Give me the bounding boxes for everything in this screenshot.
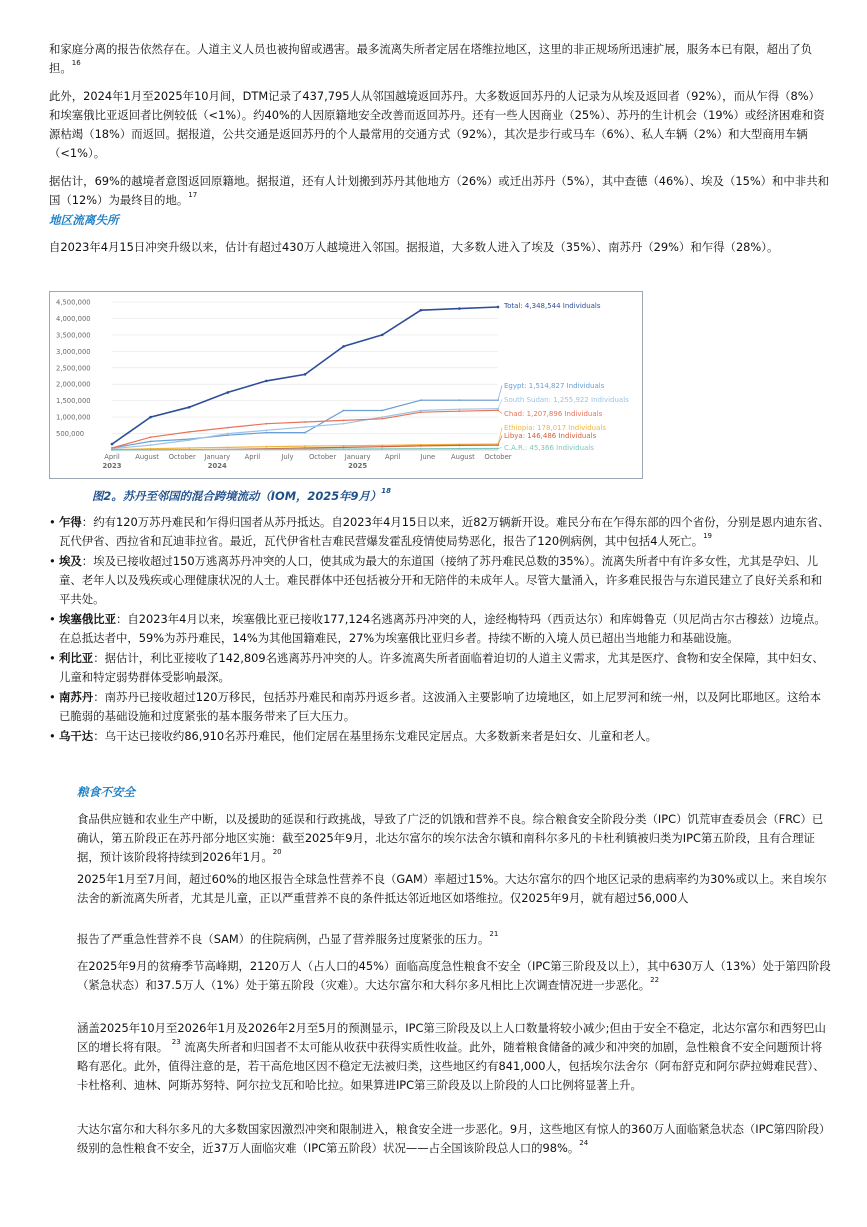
data-point bbox=[381, 410, 383, 412]
data-point bbox=[381, 334, 384, 337]
x-tick-label: June bbox=[420, 453, 436, 461]
data-point bbox=[343, 423, 345, 425]
data-point bbox=[111, 447, 113, 449]
paragraph-returns bbox=[49, 87, 831, 163]
data-point bbox=[381, 446, 383, 448]
data-point bbox=[227, 427, 229, 429]
data-point bbox=[227, 449, 229, 451]
data-point bbox=[111, 449, 113, 451]
bullet-term: 乍得 bbox=[59, 515, 82, 529]
x-tick-label: August bbox=[135, 453, 159, 461]
country-bullet-list bbox=[49, 513, 831, 747]
data-point bbox=[266, 446, 268, 448]
x-tick-label: April bbox=[104, 453, 120, 461]
bullet-item bbox=[49, 552, 831, 609]
data-point bbox=[150, 444, 152, 446]
section-heading-food: 粮食不安全 bbox=[77, 785, 135, 799]
data-point bbox=[188, 439, 190, 441]
data-point bbox=[343, 446, 345, 448]
data-point bbox=[150, 441, 152, 443]
data-point bbox=[304, 373, 307, 376]
series-label: South Sudan: 1,255,922 Individuals bbox=[504, 396, 629, 404]
leader-line bbox=[498, 400, 502, 409]
bullet-text: ：据估计，利比亚接收了142,809名逃离苏丹冲突的人。许多流离失所者面临着迫切的人道主义需求，尤其是医疗、食物和安全保障，其中妇女、儿童和特定弱势群体受影响最深。 bbox=[59, 651, 824, 684]
data-point bbox=[420, 309, 423, 312]
bullet-term: 南苏丹 bbox=[59, 690, 94, 704]
bullet-dot: • bbox=[49, 729, 56, 743]
data-point bbox=[459, 410, 461, 412]
x-tick-label: April bbox=[384, 453, 401, 461]
data-point bbox=[227, 446, 229, 448]
bullet-text: ：自2023年4月以来，埃塞俄比亚已接收177,124名逃离苏丹冲突的人，途经梅特玛（西贡达尔）和库姆鲁克（贝尼尚古尔古穆兹）边境点。在总抵达者中，59%为苏丹难民，14%为其他国籍难民，27%为埃塞俄比亚归乡者。持续不断的入境人员已超出当地能力和基础设施。 bbox=[59, 612, 826, 645]
data-point bbox=[304, 445, 306, 447]
section-heading-regional: 地区流离失所 bbox=[49, 213, 119, 227]
y-tick-label: 3,500,000 bbox=[56, 331, 91, 340]
footnote-ref[interactable]: 19 bbox=[703, 532, 713, 540]
data-point bbox=[266, 429, 268, 431]
data-point bbox=[420, 410, 422, 412]
x-tick-label: January bbox=[204, 453, 231, 461]
x-tick-label: August bbox=[451, 453, 475, 461]
x-tick-label: October bbox=[168, 453, 196, 461]
x-tick-label: October bbox=[308, 453, 337, 461]
year-label: 2025 bbox=[348, 462, 368, 470]
line-chart-svg bbox=[50, 292, 642, 478]
y-tick-label: 1,000,000 bbox=[56, 413, 91, 422]
paragraph-text: 和家庭分离的报告依然存在。人道主义人员也被拘留或遇害。最多流离失所者定居在塔维拉地区，这里的非正规场所迅速扩展，服务本已有限，超出了负担。 bbox=[49, 42, 813, 75]
bullet-dot: • bbox=[49, 515, 56, 529]
series-label: Chad: 1,207,896 Individuals bbox=[504, 410, 603, 418]
data-point bbox=[227, 434, 229, 436]
bullet-term: 埃及 bbox=[59, 554, 82, 568]
y-tick-label: 2,500,000 bbox=[56, 364, 91, 373]
x-tick-label: January bbox=[344, 453, 371, 461]
bullet-dot: • bbox=[49, 651, 56, 665]
year-label: 2024 bbox=[207, 462, 227, 470]
paragraph-text: 据估计，69%的越境者意图返回原籍地。据报道，还有人计划搬到苏丹其他地方（26%）或迁出苏丹（5%），其中查德（46%）、埃及（15%）和中非共和国（12%）为最终目的地。 bbox=[49, 174, 829, 207]
bullet-text: ：乌干达已接收约86,910名苏丹难民，他们定居在基里扬东戈难民定居点。大多数新来者是妇女、儿童和老人。 bbox=[93, 729, 658, 743]
paragraph-food-1: 食品供应链和农业生产中断，以及援助的延误和行政挑战，导致了广泛的饥饿和营养不良。综合粮食安全阶段分类（IPC）饥荒审查委员会（FRC）已确认，第五阶段正在苏丹部分地区实施：截至2025年9月，北达尔富尔的埃尔法舍尔镇和南科尔多凡的卡杜利镇被归类为IPC第五阶段，且有合理证据，预计该阶段将持续到2026年1月。$^{20}$ bbox=[77, 812, 824, 864]
data-point bbox=[459, 444, 461, 446]
y-tick-label: 4,500,000 bbox=[56, 298, 91, 307]
leader-line bbox=[498, 428, 502, 445]
data-point bbox=[304, 432, 306, 434]
y-tick-label: 500,000 bbox=[56, 430, 85, 439]
footnote-ref[interactable]: 23 bbox=[171, 1038, 181, 1046]
data-point bbox=[150, 436, 152, 438]
footnote-ref[interactable]: 17 bbox=[188, 191, 198, 199]
data-point bbox=[227, 433, 229, 435]
bullet-text: ：约有120万苏丹难民和乍得归国者从苏丹抵达。自2023年4月15日以来，近82万辆新开设。难民分布在乍得东部的四个省份，分别是恩内迪东省、瓦代伊省、西拉省和瓦迪菲拉省。最近，瓦代伊省杜吉难民营爆发霍乱疫情使局势恶化，报告了120例病例，其中包括4人死亡。 bbox=[59, 515, 830, 548]
x-tick-label: July bbox=[281, 453, 294, 461]
leader-line bbox=[498, 386, 502, 401]
data-point bbox=[304, 426, 306, 428]
cross-border-chart bbox=[49, 291, 643, 479]
data-point bbox=[343, 445, 345, 447]
data-point bbox=[420, 399, 422, 401]
bullet-dot: • bbox=[49, 554, 56, 568]
bullet-text: ：埃及已接收超过150万逃离苏丹冲突的人口，使其成为最大的东道国（接纳了苏丹难民总数的35%）。流离失所者中有许多女性，尤其是孕妇、儿童、老年人以及残疾或心理健康状况的人士。难民群体中还包括被分开和无陪伴的未成年人。尽管大量涌入，许多难民报告与东道民建立了良好关系和和平共处。 bbox=[59, 554, 823, 606]
series-line-south-sudan bbox=[112, 409, 498, 449]
bullet-dot: • bbox=[49, 612, 56, 626]
data-point bbox=[266, 432, 268, 434]
footnote-ref[interactable]: 20 bbox=[272, 848, 282, 856]
data-point bbox=[266, 423, 268, 425]
paragraph-intro bbox=[49, 40, 831, 78]
paragraph-food-2: 2025年1月至7月间，超过60%的地区报告全球急性营养不良（GAM）率超过15%。大达尔富尔的四个地区记录的患病率约为30%或以上。来自埃尔法舍的新流离失所者，尤其是儿童，正以严重营养不良的条件抵达邻近地区如塔维拉。仅2025年9月，就有超过56,000人 bbox=[77, 872, 827, 905]
data-point bbox=[304, 448, 306, 450]
bullet-term: 乌干达 bbox=[59, 729, 94, 743]
data-point bbox=[150, 449, 152, 451]
paragraph-food-6: 大达尔富尔和大科尔多凡的大多数国家因激烈冲突和限制进入，粮食安全进一步恶化。9月，这些地区有惊人的360万人面临紧急状态（IPC第四阶段）级别的急性粮食不安全，近37万人面临灾难（IPC第五阶段）状况——占全国该阶段总人口的98%。$^{24}$ bbox=[77, 1122, 831, 1155]
leader-line bbox=[498, 410, 502, 413]
paragraph-text: 自2023年4月15日冲突升级以来，估计有超过430万人越境进入邻国。据报道，大多数人进入了埃及（35%）、南苏丹（29%）和乍得（28%）。 bbox=[49, 240, 779, 254]
paragraph-intentions bbox=[49, 172, 831, 210]
series-label: Ethiopia: 178,017 Individuals bbox=[504, 424, 607, 432]
series-line-egypt bbox=[112, 400, 498, 448]
bullet-item bbox=[49, 513, 831, 551]
data-point bbox=[497, 306, 500, 309]
data-point bbox=[304, 421, 306, 423]
paragraph-text: 此外，2024年1月至2025年10月间，DTM记录了437,795人从邻国越境返回苏丹。大多数返回苏丹的人记录为从埃及返回者（92%），而从乍得（8%）和埃塞俄比亚返回者比例较低（<1%）。约40%的人因原籍地安全改善而返回苏丹。还有一些人因商业（25%）、苏丹的生计机会（19%）或经济困难和资源枯竭（18%）而返回。据报道，公共交通是返回苏丹的个人最常用的交通方式（92%），其次是步行或马车（6%）、私人车辆（2%）和大型商用车辆（<1%）。 bbox=[49, 89, 825, 160]
data-point bbox=[343, 420, 345, 422]
data-point bbox=[149, 416, 152, 419]
data-point bbox=[420, 445, 422, 447]
data-point bbox=[188, 449, 190, 451]
bullet-item bbox=[49, 727, 831, 746]
y-tick-label: 3,000,000 bbox=[56, 347, 91, 356]
data-point bbox=[381, 448, 383, 450]
footnote-ref[interactable]: 24 bbox=[579, 1139, 589, 1147]
data-point bbox=[188, 431, 190, 433]
data-point bbox=[266, 448, 268, 450]
data-point bbox=[343, 410, 345, 412]
bullet-term: 埃塞俄比亚 bbox=[59, 612, 116, 626]
paragraph-food-4: 在2025年9月的贫瘠季节高峰期，2120万人（占人口的45%）面临高度急性粮食不安全（IPC第三阶段及以上），其中630万人（13%）处于第四阶段（紧急状态）和37.5万人（1%）处于第五阶段（灾难）。大达尔富尔和大科尔多凡相比上次调查情况进一步恶化。$^{22}$ bbox=[77, 959, 831, 992]
y-tick-label: 2,000,000 bbox=[56, 380, 91, 389]
data-point bbox=[459, 448, 461, 450]
bullet-dot: • bbox=[49, 690, 56, 704]
series-label: Libya: 146,486 Individuals bbox=[504, 432, 597, 440]
data-point bbox=[343, 448, 345, 450]
series-label: C.A.R.: 45,366 Individuals bbox=[504, 444, 594, 452]
year-label: 2023 bbox=[102, 462, 122, 470]
x-tick-label: October bbox=[484, 453, 512, 461]
footnote-ref[interactable]: 16 bbox=[71, 59, 81, 67]
bullet-term: 利比亚 bbox=[59, 651, 94, 665]
data-point bbox=[188, 447, 190, 449]
bullet-item bbox=[49, 649, 831, 687]
data-point bbox=[420, 448, 422, 450]
data-point bbox=[342, 345, 345, 348]
series-label: Egypt: 1,514,827 Individuals bbox=[504, 382, 605, 390]
paragraph-regional bbox=[49, 238, 831, 257]
data-point bbox=[458, 307, 461, 310]
data-point bbox=[459, 399, 461, 401]
bullet-item bbox=[49, 610, 831, 648]
bullet-item bbox=[49, 688, 831, 726]
data-point bbox=[111, 443, 114, 446]
x-tick-label: April bbox=[244, 453, 261, 461]
footnote-ref[interactable]: 18 bbox=[381, 487, 391, 495]
data-point bbox=[188, 406, 191, 409]
y-tick-label: 1,500,000 bbox=[56, 397, 91, 406]
footnote-ref[interactable]: 21 bbox=[489, 930, 499, 938]
y-tick-label: 4,000,000 bbox=[56, 314, 91, 323]
data-point bbox=[265, 380, 268, 383]
bullet-text: ：南苏丹已接收超过120万移民，包括苏丹难民和南苏丹返乡者。这波涌入主要影响了边境地区，如上尼罗河和统一州，以及阿比耶地区。这给本已脆弱的基础设施和过度紧张的基本服务带来了巨大压力。 bbox=[59, 690, 822, 723]
data-point bbox=[381, 418, 383, 420]
paragraph-food-5: 涵盖2025年10月至2026年1月及2026年2月至5月的预测显示，IPC第三阶段及以上人口数量将较小减少;但由于安全不稳定，北达尔富尔和西努巴山区的增长将有限。 $^{23}$ 流离失所者和归国者不太可能从收获中获得实质性收益。此外，随着粮食储备的减少和冲突的加剧，急性粮食不安全问题预计将略有恶化。此外，值得注意的是，若干高危地区因不稳定无法被归类，这些地区约有841,000人，包括埃尔法舍尔（阿布舒克和阿尔萨拉姆难民营）、卡杜格利、迪林、阿斯苏努特、阿尔拉戈瓦和哈比拉。如果算进IPC第三阶段及以上阶段的人口比例将显著上升。 bbox=[77, 1021, 826, 1092]
data-point bbox=[381, 416, 383, 418]
data-point bbox=[459, 408, 461, 410]
data-point bbox=[227, 391, 230, 394]
footnote-ref[interactable]: 22 bbox=[650, 976, 660, 984]
figure-caption: 图2。苏丹至邻国的混合跨境流动（IOM，2025年9月）$^{18}$ bbox=[92, 487, 391, 503]
series-label: Total: 4,348,544 Individuals bbox=[504, 302, 601, 310]
data-point bbox=[420, 411, 422, 413]
paragraph-food-3: 报告了严重急性营养不良（SAM）的住院病例，凸显了营养服务过度紧张的压力。$^{21}$ bbox=[77, 930, 499, 946]
